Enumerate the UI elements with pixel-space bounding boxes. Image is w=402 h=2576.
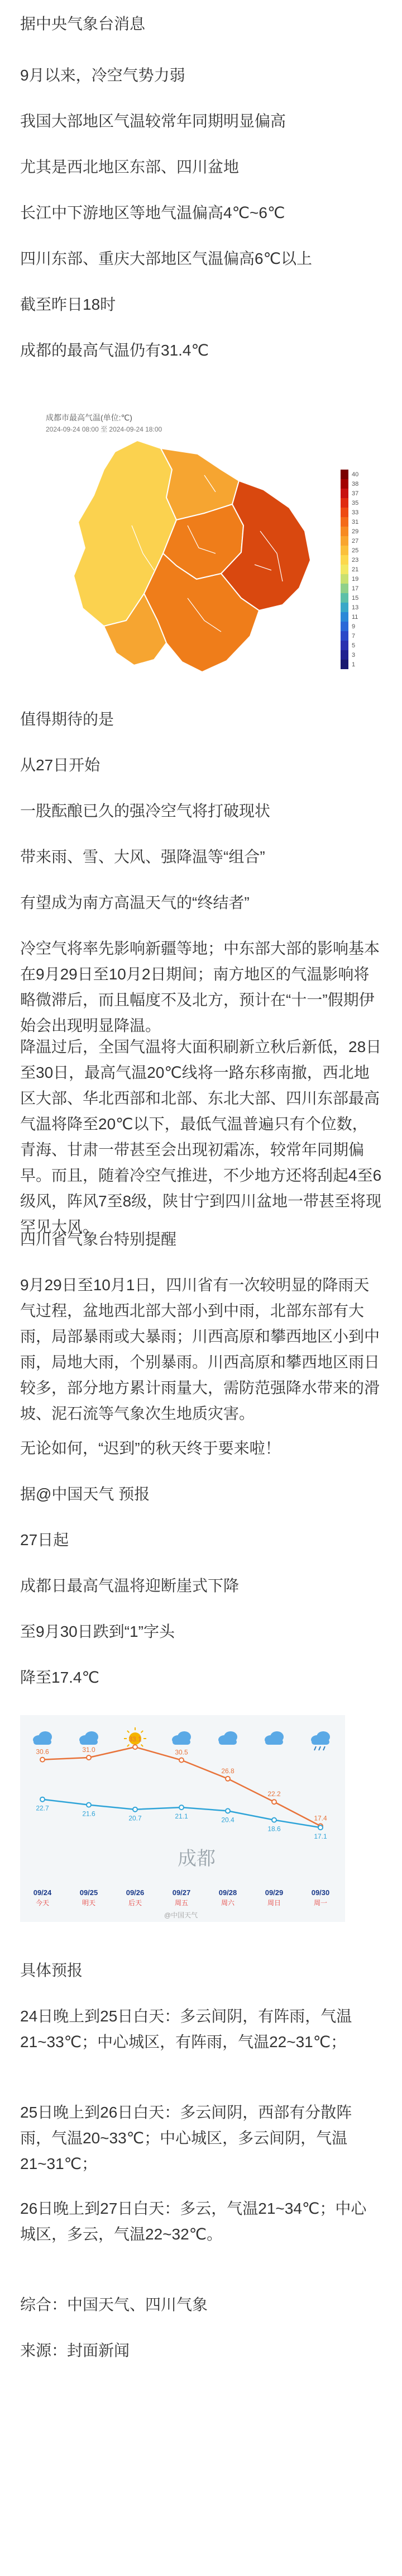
temp-value-label: 18.6 <box>267 1825 281 1833</box>
paragraph: 成都的最高气温仍有31.4℃ <box>20 342 209 359</box>
paragraph: 从27日开始 <box>20 756 100 774</box>
temp-value-label: 31.0 <box>82 1746 95 1754</box>
legend-label: 3 <box>352 652 356 659</box>
legend-label: 35 <box>352 500 359 506</box>
paragraph: 9月以来，冷空气势力弱 <box>20 67 185 84</box>
paragraph: 9月29日至10月1日，四川省有一次较明显的降雨天气过程，盆地西北部大部小到中雨，北部东部有大雨，局部暴雨或大暴雨；川西高原和攀西地区小到中雨，局地大雨，个别暴雨。川西高原和攀西地区雨日较多，部分地方累计雨量大，需防范强降水带来的滑坡、泥石流等气象次生地质灾害。 <box>20 1276 380 1422</box>
legend-label: 40 <box>352 471 359 478</box>
paragraph: 无论如何，“迟到”的秋天终于要来啦！ <box>20 1439 281 1457</box>
legend-swatch <box>341 555 348 565</box>
legend-label: 37 <box>352 490 359 497</box>
temp-value-label: 17.1 <box>314 1832 327 1841</box>
legend-label: 23 <box>352 557 359 564</box>
legend-swatch <box>341 622 348 631</box>
legend-label: 7 <box>352 633 356 640</box>
paragraph: 冷空气将率先影响新疆等地；中东部大部的影响基本在9月29日至10月2日期间；南方地区的气温影响将略微滞后，而且幅度不及北方，预计在“十一”假期伊始会出现明显降温。 <box>20 940 380 1034</box>
date-tick-label: 09/30 <box>311 1888 330 1897</box>
legend-label: 1 <box>352 661 356 668</box>
legend-label: 15 <box>352 595 359 602</box>
weekday-label: 明天 <box>82 1899 96 1907</box>
weekday-label: 今天 <box>35 1899 50 1907</box>
weekday-label: 周五 <box>174 1899 189 1907</box>
legend-label: 27 <box>352 538 359 544</box>
temp-value-label: 26.8 <box>221 1767 234 1775</box>
map-subtitle: 2024-09-24 08:00 至 2024-09-24 18:00 <box>46 425 162 433</box>
legend-swatch <box>341 593 348 603</box>
temp-value-label: 30.6 <box>36 1748 49 1756</box>
temp-value-label: 21.6 <box>82 1810 95 1818</box>
temp-point <box>87 1755 91 1760</box>
legend-label: 17 <box>352 585 359 592</box>
legend-label: 5 <box>352 642 356 649</box>
weekday-label: 周六 <box>221 1899 235 1907</box>
temp-point <box>179 1805 184 1810</box>
legend-swatch <box>341 508 348 517</box>
legend-swatch <box>341 612 348 622</box>
legend-label: 21 <box>352 566 359 573</box>
paragraph: 来源：封面新闻 <box>20 2342 130 2359</box>
legend-swatch <box>341 603 348 612</box>
date-tick-label: 09/29 <box>265 1888 284 1897</box>
legend-swatch <box>341 517 348 527</box>
weekday-label: 周一 <box>313 1899 328 1907</box>
temp-value-label: 20.4 <box>221 1816 234 1824</box>
paragraph: 据中央气象台消息 <box>20 15 146 32</box>
weekday-label: 周日 <box>267 1899 281 1907</box>
temp-value-label: 20.7 <box>128 1814 142 1822</box>
paragraph: 据@中国天气 预报 <box>20 1485 150 1503</box>
paragraph: 长江中下游地区等地气温偏高4℃~6℃ <box>20 204 285 221</box>
date-tick-label: 09/28 <box>218 1888 237 1897</box>
legend-label: 19 <box>352 576 359 583</box>
legend-swatch <box>341 650 348 660</box>
legend-swatch <box>341 536 348 546</box>
legend-swatch <box>341 631 348 641</box>
paragraph: 值得期待的是 <box>20 711 114 728</box>
legend-swatch <box>341 470 348 479</box>
temp-value-label: 22.2 <box>267 1790 281 1798</box>
temp-value-label: 33.1 <box>128 1735 142 1744</box>
paragraph: 尤其是西北地区东部、四川盆地 <box>20 158 240 176</box>
legend-swatch <box>341 565 348 574</box>
temp-point <box>179 1758 184 1763</box>
forecast-chart-figure <box>20 1715 345 1922</box>
legend-label: 25 <box>352 547 359 554</box>
temp-point <box>133 1807 137 1812</box>
legend-swatch <box>341 641 348 650</box>
legend-label: 9 <box>352 623 356 630</box>
paragraph: 具体预报 <box>20 1962 83 1979</box>
date-tick-label: 09/24 <box>33 1888 52 1897</box>
paragraph: 降至17.4℃ <box>20 1669 99 1686</box>
legend-label: 11 <box>352 614 358 621</box>
paragraph: 一股酝酿已久的强冷空气将打破现状 <box>20 802 271 820</box>
legend-label: 13 <box>352 604 359 611</box>
date-tick-label: 09/25 <box>79 1888 98 1897</box>
paragraph: 四川东部、重庆大部地区气温偏高6℃以上 <box>20 250 313 267</box>
color-scale-legend <box>341 470 358 669</box>
temp-point <box>87 1803 91 1807</box>
paragraph: 25日晚上到26日白天：多云间阴，西部有分散阵雨，气温20~33℃；中心城区，多云间阴，气温21~31℃； <box>20 2104 352 2172</box>
date-tick-label: 09/27 <box>172 1888 191 1897</box>
legend-swatch <box>341 498 348 508</box>
date-tick-label: 09/26 <box>126 1888 145 1897</box>
temp-value-label: 17.4 <box>314 1814 327 1822</box>
temp-point <box>272 1818 276 1822</box>
temp-value-label: 21.1 <box>175 1812 188 1821</box>
map-title: 成都市最高气温(单位:℃) <box>46 413 132 422</box>
temp-value-label: 30.5 <box>175 1748 188 1756</box>
paragraph: 四川省气象台特别提醒 <box>20 1230 177 1248</box>
forecast-chart <box>20 1715 345 1922</box>
watermark: @中国天气 <box>164 1911 198 1919</box>
temp-point <box>318 1825 323 1830</box>
temp-point <box>40 1797 45 1802</box>
temp-point <box>226 1808 230 1813</box>
paragraph: 至9月30日跌到“1”字头 <box>20 1623 175 1640</box>
temp-point <box>133 1745 137 1749</box>
paragraph: 26日晚上到27日白天：多云，气温21~34℃；中心城区，多云，气温22~32℃。 <box>20 2200 367 2243</box>
legend-label: 38 <box>352 481 359 487</box>
legend-swatch <box>341 660 348 669</box>
legend-label: 31 <box>352 519 359 525</box>
temp-point <box>226 1777 230 1781</box>
paragraph: 降温过后，全国气温将大面积刷新立秋后新低，28日至30日，最高气温20℃线将一路东移南撤，西北地区大部、华北西部和北部、东北大部、四川东部最高气温将降至20℃以下，最低气温普遍只有个位数，青海、甘肃一带甚至会出现初霜冻，较常年同期偏早。而且，随着冷空气推进，不少地方还将刮起4至6级风，阵风7至8级，陕甘宁到四川盆地一带甚至将现罕见大风。 <box>20 1038 382 1235</box>
legend-label: 33 <box>352 509 359 516</box>
legend-swatch <box>341 489 348 498</box>
paragraph: 成都日最高气温将迎断崖式下降 <box>20 1577 240 1594</box>
city-label: 成都 <box>178 1848 216 1869</box>
legend-swatch <box>341 479 348 489</box>
paragraph: 27日起 <box>20 1531 69 1549</box>
paragraph: 我国大部地区气温较常年同期明显偏高 <box>20 112 286 130</box>
temp-value-label: 22.7 <box>36 1804 49 1812</box>
paragraph: 24日晚上到25日白天：多云间阴，有阵雨，气温21~33℃；中心城区，有阵雨，气温22~31℃； <box>20 2007 352 2051</box>
paragraph: 有望成为南方高温天气的“终结者” <box>20 894 250 911</box>
weekday-label: 后天 <box>128 1899 142 1907</box>
paragraph: 截至昨日18时 <box>20 296 116 313</box>
paragraph: 带来雨、雪、大风、强降温等“组合” <box>20 848 265 865</box>
legend-swatch <box>341 546 348 555</box>
legend-swatch <box>341 584 348 593</box>
paragraph: 综合：中国天气、四川气象 <box>20 2296 208 2313</box>
temperature-map <box>20 386 382 699</box>
legend-label: 29 <box>352 528 359 535</box>
legend-swatch <box>341 574 348 584</box>
legend-swatch <box>341 527 348 536</box>
temp-point <box>40 1758 45 1762</box>
temp-point <box>272 1800 276 1804</box>
temperature-map-figure <box>20 386 382 699</box>
